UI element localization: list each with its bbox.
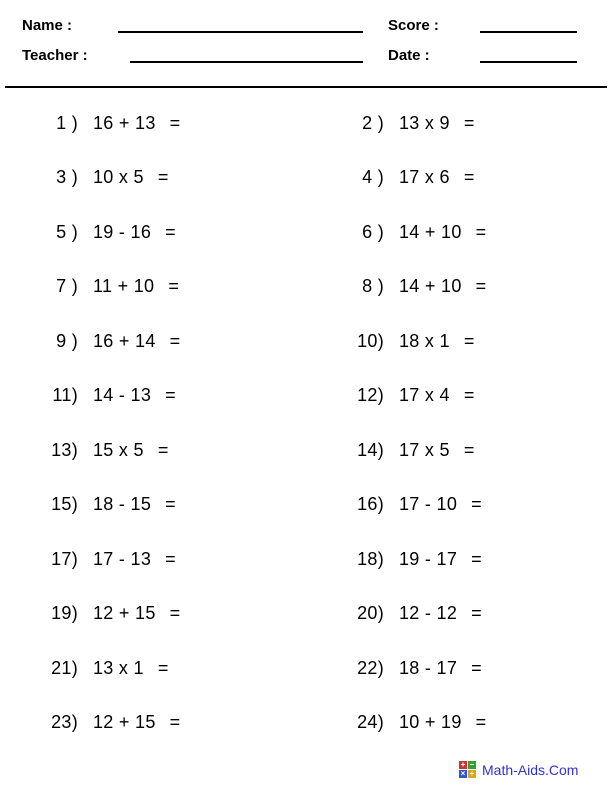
problem-expression: 14 - 13 — [93, 385, 152, 406]
equals-sign: = — [475, 221, 487, 242]
problem-row — [306, 478, 612, 533]
problem-expression: 16 + 14 — [93, 330, 156, 351]
problem-number: 19) — [51, 603, 78, 624]
date-label: Date : — [388, 47, 430, 64]
equals-sign: = — [463, 439, 475, 460]
name-label: Name : — [22, 17, 73, 34]
problem-number: 16) — [357, 494, 384, 515]
problem-number: 8 ) — [362, 276, 384, 297]
equals-sign: = — [165, 221, 176, 242]
equals-sign: = — [463, 112, 475, 133]
problem-number: 10) — [357, 330, 384, 351]
problem-row — [306, 260, 612, 315]
problem-expression: 17 x 4 — [399, 385, 450, 406]
name-blank-line — [118, 31, 363, 33]
problem-number: 7 ) — [56, 276, 78, 297]
problem-number: 3 ) — [56, 167, 78, 188]
equals-sign: = — [169, 712, 181, 733]
problem-row — [306, 641, 612, 696]
minus-icon: − — [469, 761, 475, 769]
equals-sign: = — [463, 167, 475, 188]
problem-expression: 12 - 12 — [399, 603, 458, 624]
equals-sign: = — [168, 276, 180, 297]
footer — [459, 761, 578, 778]
equals-sign: = — [157, 167, 169, 188]
date-blank-line — [480, 61, 577, 63]
problem-row — [0, 696, 306, 751]
problem-expression: 19 - 16 — [93, 221, 152, 242]
multiply-icon: × — [460, 770, 466, 778]
problem-row — [0, 96, 306, 151]
problem-row — [0, 260, 306, 315]
math-aids-logo-icon — [459, 761, 476, 778]
equals-sign: = — [471, 657, 482, 678]
problems-grid — [0, 96, 612, 750]
problem-row — [0, 478, 306, 533]
problem-expression: 19 - 17 — [399, 548, 458, 569]
problem-row — [0, 205, 306, 260]
problem-number: 24) — [357, 712, 384, 733]
problem-row — [0, 587, 306, 642]
problem-expression: 17 - 10 — [399, 494, 458, 515]
equals-sign: = — [165, 548, 176, 569]
problem-number: 14) — [357, 439, 384, 460]
problem-row — [306, 96, 612, 151]
problem-expression: 13 x 1 — [93, 657, 144, 678]
problem-number: 2 ) — [362, 112, 384, 133]
divide-icon: ÷ — [469, 770, 475, 778]
problem-number: 20) — [357, 603, 384, 624]
plus-icon: + — [460, 761, 466, 769]
score-blank-line — [480, 31, 577, 33]
teacher-blank-line — [130, 61, 363, 63]
problem-number: 15) — [51, 494, 78, 515]
problem-expression: 13 x 9 — [399, 112, 450, 133]
equals-sign: = — [471, 603, 482, 624]
problem-number: 18) — [357, 548, 384, 569]
problem-expression: 11 + 10 — [93, 276, 155, 297]
problem-row — [306, 696, 612, 751]
equals-sign: = — [169, 330, 181, 351]
equals-sign: = — [475, 712, 487, 733]
problem-number: 22) — [357, 657, 384, 678]
problem-expression: 17 x 6 — [399, 167, 450, 188]
equals-sign: = — [165, 385, 176, 406]
problem-expression: 17 - 13 — [93, 548, 152, 569]
problem-number: 6 ) — [362, 221, 384, 242]
problem-number: 13) — [51, 439, 78, 460]
problem-row — [0, 423, 306, 478]
equals-sign: = — [463, 330, 475, 351]
problem-row — [0, 532, 306, 587]
problem-number: 11) — [52, 385, 78, 406]
problem-expression: 12 + 15 — [93, 712, 156, 733]
equals-sign: = — [157, 657, 169, 678]
problem-expression: 18 - 15 — [93, 494, 152, 515]
problem-row — [306, 423, 612, 478]
equals-sign: = — [475, 276, 487, 297]
problem-number: 17) — [51, 548, 78, 569]
problem-row — [306, 369, 612, 424]
problem-number: 12) — [357, 385, 384, 406]
problem-expression: 16 + 13 — [93, 112, 156, 133]
problem-number: 1 ) — [56, 112, 78, 133]
math-aids-link[interactable]: Math-Aids.Com — [482, 761, 579, 778]
equals-sign: = — [169, 603, 181, 624]
teacher-label: Teacher : — [22, 47, 88, 64]
header-divider-rule — [5, 86, 607, 88]
score-label: Score : — [388, 17, 439, 34]
problem-row — [306, 587, 612, 642]
problem-row — [0, 641, 306, 696]
equals-sign: = — [471, 494, 482, 515]
problem-expression: 12 + 15 — [93, 603, 156, 624]
problem-row — [306, 205, 612, 260]
equals-sign: = — [169, 112, 181, 133]
equals-sign: = — [165, 494, 176, 515]
problem-number: 5 ) — [56, 221, 78, 242]
problem-expression: 15 x 5 — [93, 439, 144, 460]
problem-expression: 14 + 10 — [399, 276, 462, 297]
problem-expression: 14 + 10 — [399, 221, 462, 242]
problem-number: 23) — [51, 712, 78, 733]
problem-expression: 18 x 1 — [399, 330, 450, 351]
equals-sign: = — [471, 548, 482, 569]
problem-number: 21) — [51, 657, 78, 678]
problem-row — [0, 151, 306, 206]
equals-sign: = — [463, 385, 475, 406]
problem-row — [0, 369, 306, 424]
problem-row — [0, 314, 306, 369]
problem-expression: 18 - 17 — [399, 657, 458, 678]
problem-expression: 10 + 19 — [399, 712, 462, 733]
problem-row — [306, 314, 612, 369]
problem-number: 4 ) — [362, 167, 384, 188]
problem-row — [306, 532, 612, 587]
problem-expression: 17 x 5 — [399, 439, 450, 460]
problem-expression: 10 x 5 — [93, 167, 144, 188]
equals-sign: = — [157, 439, 169, 460]
problem-row — [306, 151, 612, 206]
problem-number: 9 ) — [56, 330, 78, 351]
